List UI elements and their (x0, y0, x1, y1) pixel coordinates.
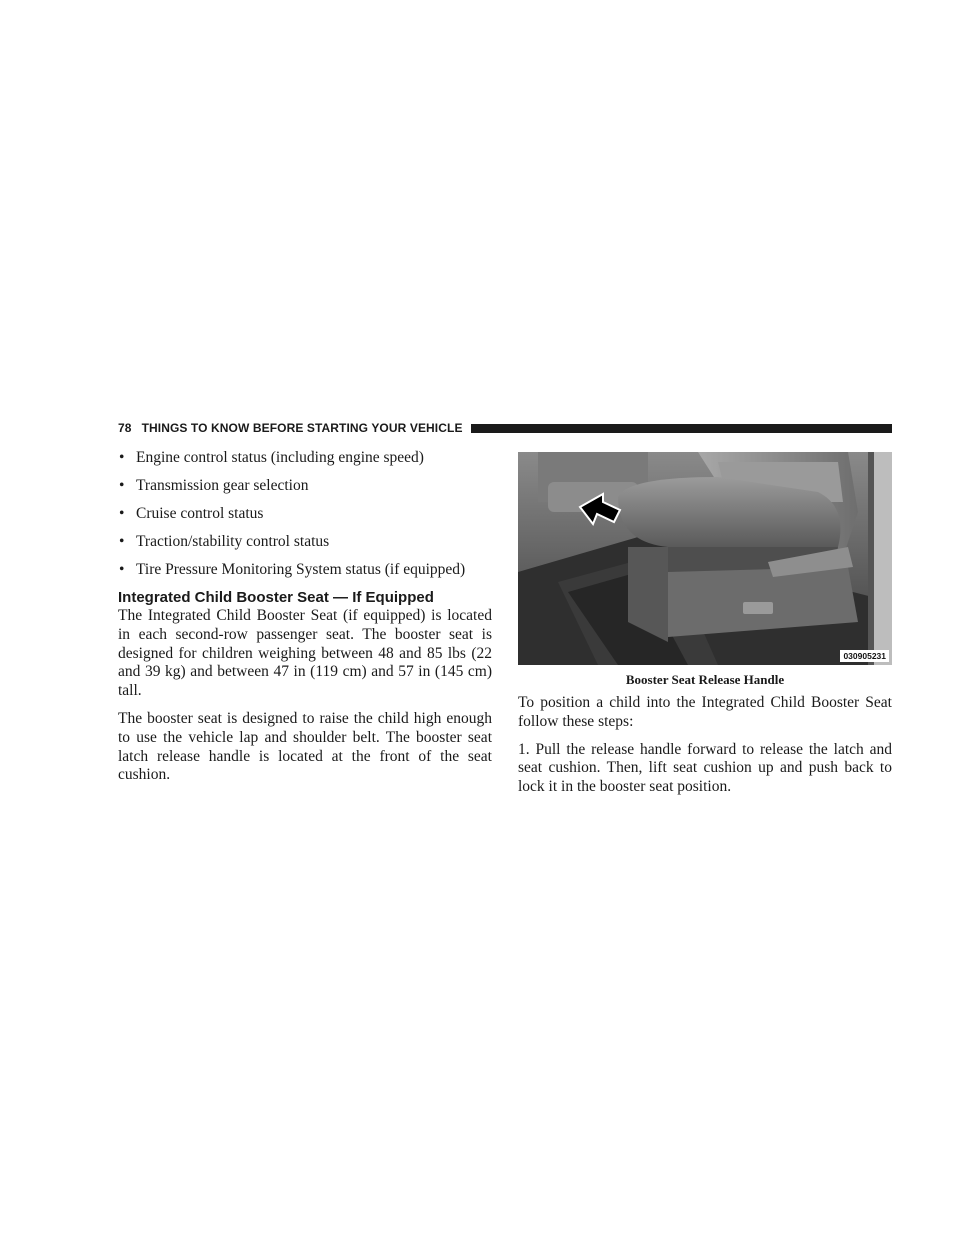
body-paragraph: 1. Pull the release handle forward to release the latch and seat cushion. Then, lift seat cushion up and push back to lock it in the booster seat position. (518, 740, 892, 796)
bullet-icon: • (119, 477, 125, 494)
booster-seat-photo (518, 452, 892, 665)
left-column (118, 448, 492, 794)
header-rule (471, 424, 892, 433)
page-header (118, 419, 892, 437)
list-item (118, 532, 492, 552)
bullet-icon: • (119, 561, 125, 578)
body-paragraph: To position a child into the Integrated Child Booster Seat follow these steps: (518, 694, 892, 730)
list-item-text: Cruise control status (136, 505, 264, 522)
page-number: 78 (118, 421, 132, 435)
bullet-icon: • (119, 505, 125, 522)
figure-code: 030905231 (840, 650, 889, 662)
body-paragraph: The booster seat is designed to raise the child high enough to use the vehicle lap and shoulder belt. The booster seat latch release handle is located at the front of the seat cushion. (118, 709, 492, 784)
section-heading: Integrated Child Booster Seat — If Equipped (118, 589, 434, 606)
list-item (118, 476, 492, 496)
bullet-icon: • (119, 449, 125, 466)
list-item-text: Engine control status (including engine speed) (136, 449, 424, 466)
list-item-text: Traction/stability control status (136, 533, 330, 550)
body-paragraph: The Integrated Child Booster Seat (if equipped) is located in each second-row passenger seat. The booster seat is designed for children weighing between 48 and 85 lbs (22 and 39 kg) and between 47 in (119 cm) and 57 in (145 cm) tall. (118, 607, 492, 700)
list-item (118, 448, 492, 468)
figure-caption: Booster Seat Release Handle (625, 672, 785, 687)
section-title: THINGS TO KNOW BEFORE STARTING YOUR VEHICLE (141, 421, 463, 435)
right-column (518, 452, 892, 806)
seat-illustration (518, 452, 892, 665)
bullet-list (118, 448, 492, 580)
list-item-text: Tire Pressure Monitoring System status (if equipped) (136, 561, 466, 578)
list-item (118, 560, 492, 580)
list-item (118, 504, 492, 524)
bullet-icon: • (119, 533, 125, 550)
list-item-text: Transmission gear selection (136, 477, 309, 494)
